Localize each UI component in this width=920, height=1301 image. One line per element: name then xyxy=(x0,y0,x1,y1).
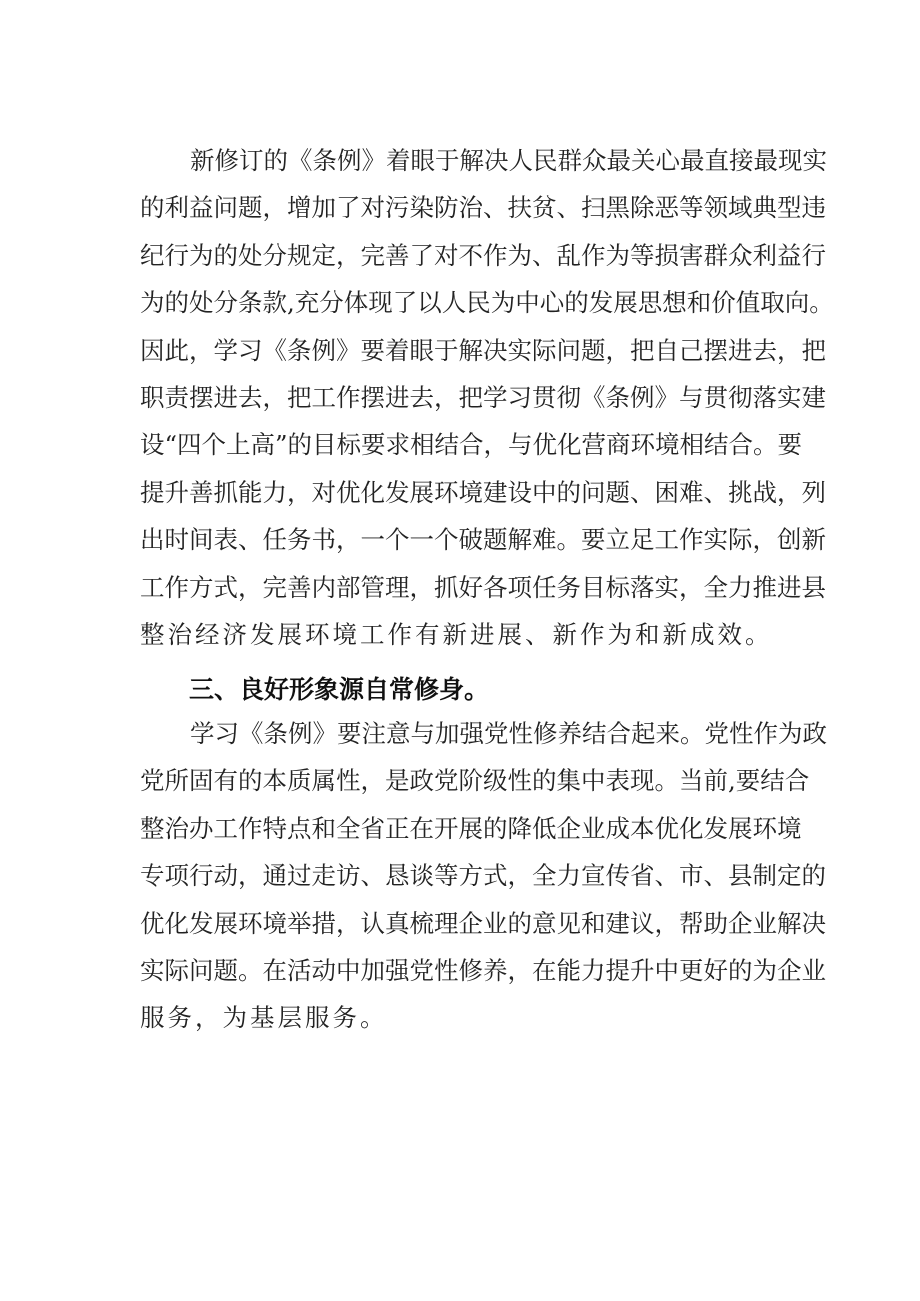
paragraph-line: 整治办工作特点和全省正在开展的降低企业成本优化发展环境 xyxy=(140,813,802,843)
paragraph-line: 出时间表、任务书，一个一个破题解难。要立足工作实际，创新 xyxy=(140,525,826,555)
section-heading: 三、良好形象源自常修身。 xyxy=(189,675,490,704)
paragraph-party-spirit xyxy=(140,710,827,1042)
paragraph-line: 党所固有的本质属性，是政党阶级性的集中表现。当前,要结合 xyxy=(140,766,810,796)
paragraph-line: 设“四个上高”的目标要求相结合，与优化营商环境相结合。要 xyxy=(140,430,803,460)
paragraph-line: 服务，为基层服务。 xyxy=(140,1003,388,1033)
paragraph-line: 的利益问题，增加了对污染防治、扶贫、扫黑除恶等领域典型违 xyxy=(140,193,826,223)
paragraph-line: 为的处分条款,充分体现了以人民为中心的发展思想和价值取向。 xyxy=(140,288,834,318)
paragraph-line: 专项行动，通过走访、恳谈等方式，全力宣传省、市、县制定的 xyxy=(140,861,826,891)
paragraph-line: 实际问题。在活动中加强党性修养，在能力提升中更好的为企业 xyxy=(140,955,826,985)
paragraph-line: 学习《条例》要注意与加强党性修养结合起来。党性作为政 xyxy=(190,719,827,748)
paragraph-line: 工作方式，完善内部管理，抓好各项任务目标落实，全力推进县 xyxy=(140,572,826,602)
paragraph-line: 优化发展环境举措，认真梳理企业的意见和建议，帮助企业解决 xyxy=(140,908,826,938)
paragraph-line: 因此，学习《条例》要着眼于解决实际问题，把自己摆进去，把 xyxy=(140,335,826,365)
paragraph-line: 提升善抓能力，对优化发展环境建设中的问题、困难、挑战，列 xyxy=(140,477,826,507)
paragraph-line: 新修订的《条例》着眼于解决人民群众最关心最直接最现实 xyxy=(190,146,827,175)
paragraph-line: 纪行为的处分规定，完善了对不作为、乱作为等损害群众利益行 xyxy=(140,240,826,270)
paragraph-line: 职责摆进去，把工作摆进去，把学习贯彻《条例》与贯彻落实建 xyxy=(140,382,826,412)
paragraph-regulations-focus xyxy=(140,137,834,658)
paragraph-line: 整治经济发展环境工作有新进展、新作为和新成效。 xyxy=(140,619,773,649)
